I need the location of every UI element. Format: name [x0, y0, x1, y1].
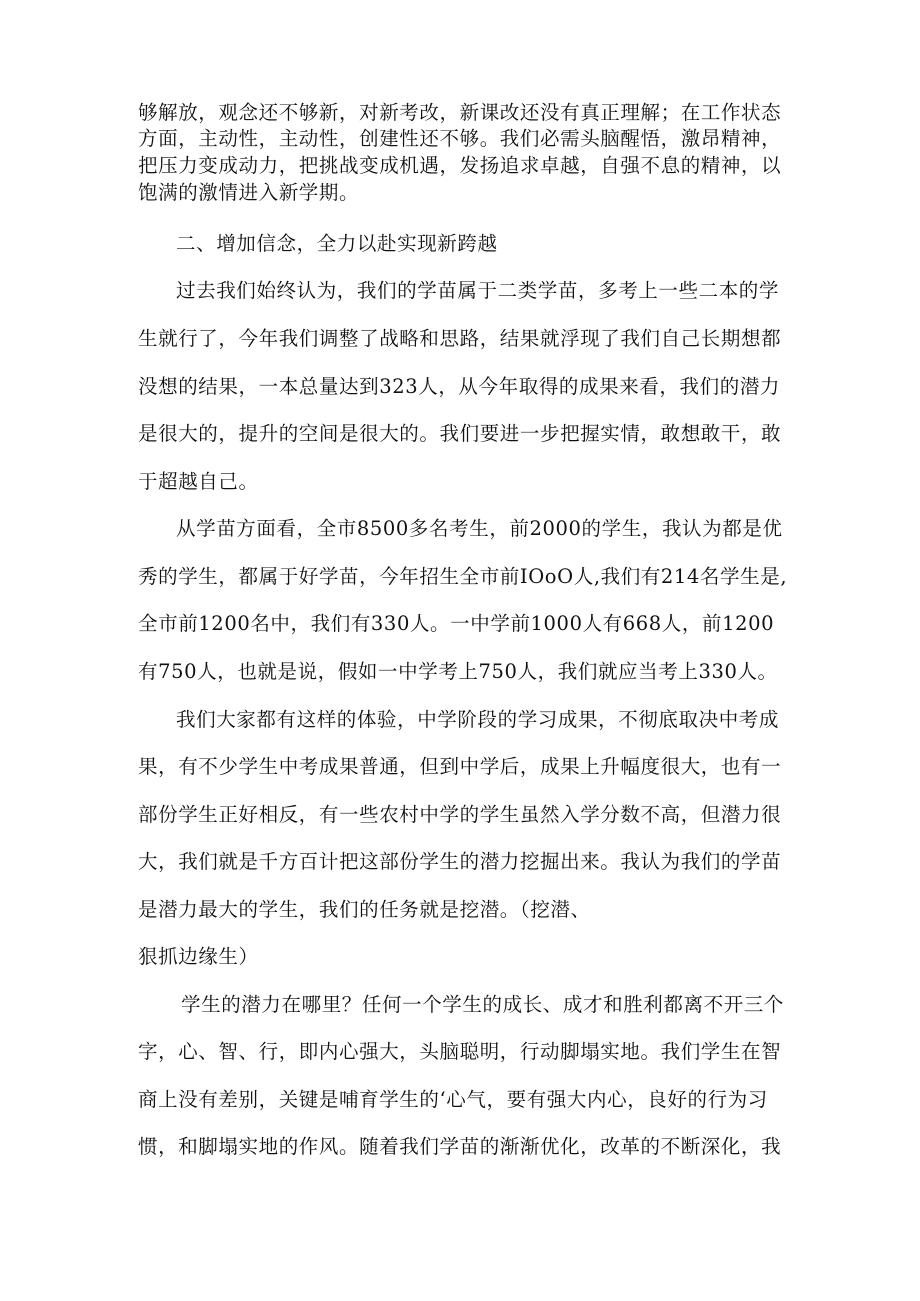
- text-line: 把压力变成动力，把挑战变成机遇，发扬追求卓越，自强不息的精神，以: [138, 154, 782, 177]
- text-line: 饱满的激情进入新学期。: [138, 181, 360, 204]
- text-line: 没想的结果，一本总量达到323人，从今年取得的成果来看，我们的潜力: [138, 375, 781, 398]
- text-line: 部份学生正好相反，有一些农村中学的学生虽然入学分数不高，但潜力很: [138, 803, 782, 826]
- text-line: 是潜力最大的学生，我们的任务就是挖潜。（挖潜、: [138, 898, 591, 921]
- text-line: 够解放，观念还不够新，对新考改，新课改还没有真正理解；在工作状态: [138, 101, 782, 124]
- text-line: 秀的学生，都属于好学苗，今年招生全市前IOoO人,我们有214名学生是,: [138, 565, 788, 588]
- text-line: 商上没有差别，关键是哺育学生的‘心气，要有强大内心，良好的行为习: [138, 1088, 768, 1111]
- text-line: 过去我们始终认为，我们的学苗属于二类学苗，多考上一些二本的学: [176, 279, 780, 302]
- text-line: 于超越自己。: [138, 470, 259, 493]
- section-heading: 二、增加信念，全力以赴实现新跨越: [176, 232, 498, 255]
- text-line: 从学苗方面看，全市8500多名考生，前2000的学生，我认为都是优: [176, 517, 783, 540]
- text-line: 是很大的，提升的空间是很大的。我们要进一步把握实情，敢想敢干，敢: [138, 422, 782, 445]
- text-line: 字，心、智、行，即内心强大，头脑聪明，行动脚塌实地。我们学生在智: [138, 1040, 782, 1063]
- text-line: 方面，主动性，主动性，创建性还不够。我们必需头脑醒悟，激昂精神，: [138, 127, 782, 150]
- text-line: 狠抓边缘生）: [138, 945, 259, 968]
- text-line: 我们大家都有这样的体验，中学阶段的学习成果，不彻底取决中考成: [176, 708, 780, 731]
- text-line: 惯，和脚塌实地的作风。随着我们学苗的渐渐优化，改革的不断深化，我: [138, 1135, 782, 1158]
- text-line: 全市前1200名中，我们有330人。一中学前1000人有668人，前1200: [138, 612, 775, 635]
- text-line: 有750人，也就是说，假如一中学考上750人，我们就应当考上330人。: [138, 660, 778, 683]
- text-line: 果，有不少学生中考成果普通，但到中学后，成果上升幅度很大，也有一: [138, 755, 782, 778]
- text-line: 大，我们就是千方百计把这部份学生的潜力挖掘出来。我认为我们的学苗: [138, 850, 782, 873]
- text-line: 学生的潜力在哪里？任何一个学生的成长、成才和胜利都离不开三个: [181, 993, 785, 1016]
- text-line: 生就行了，今年我们调整了战略和思路，结果就浮现了我们自己长期想都: [138, 327, 782, 350]
